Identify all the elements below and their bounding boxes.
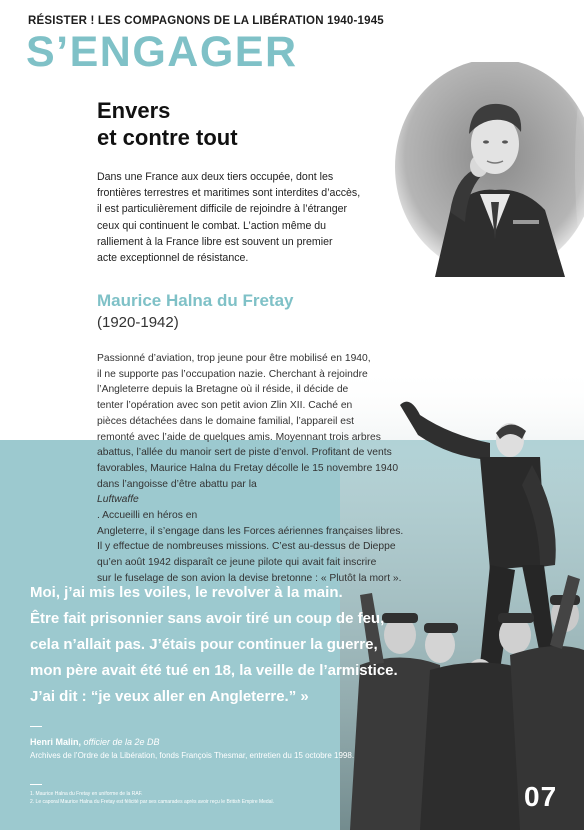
bio-line: l’Angleterre depuis la Bretagne où il réside, il décide de: [97, 384, 349, 396]
quote-line: J’ai dit : “je veux aller en Angleterre.” »: [30, 688, 309, 705]
bio-italic-term: Luftwaffe: [97, 494, 139, 506]
bio-line: remonté avec l’aide de quelques amis. Moyennant trois arbres: [97, 431, 381, 443]
footnote-divider: [30, 784, 42, 785]
author-role: officier de la 2e DB: [83, 737, 160, 747]
footnote: 2. Le caporal Maurice Halna du Fretay est félicité par ses camarades après avoir reçu le British Empire Medal.: [30, 799, 274, 805]
intro-line: ralliement à la France libre est souvent un premier: [97, 235, 333, 248]
intro-line: acte exceptionnel de résistance.: [97, 252, 249, 265]
bio-text: . Accueilli en héros en: [97, 510, 198, 522]
series-supertitle: RÉSISTER ! LES COMPAGNONS DE LA LIBÉRATION 1940-1945: [28, 15, 384, 27]
heading-line: Envers: [97, 98, 171, 123]
bio-line: Passionné d’aviation, trop jeune pour être mobilisé en 1940,: [97, 353, 371, 364]
bio-line: abattus, l’allée du manoir sert de piste d’envol. Profitant de vents: [97, 447, 392, 459]
intro-paragraph: [97, 169, 397, 266]
intro-line: il est particulièrement difficile de rejoindre à l’étranger: [97, 203, 348, 216]
bio-line: sur le fuselage de son avion la devise bretonne : « Plutôt la mort ».: [97, 572, 402, 584]
quote-line: cela n’allait pas. J’étais pour continuer la guerre,: [30, 636, 378, 653]
bio-line: tenter l’opération avec son petit avion Zlin XII. Caché en: [97, 400, 353, 412]
page-title: S’ENGAGER: [26, 28, 298, 76]
quote-divider: [30, 726, 42, 727]
biography-paragraph: [97, 351, 427, 587]
person-dates: (1920-1942): [97, 314, 179, 331]
bio-line: Il y effectue de nombreuses missions. C’est au-dessus de Dieppe: [97, 541, 396, 553]
person-name: Maurice Halna du Fretay: [97, 291, 294, 310]
section-heading: [97, 97, 238, 151]
bio-line: favorables, Maurice Halna du Fretay décolle le 15 novembre 1940: [97, 462, 399, 474]
quote-line: mon père avait été tué en 18, la veille de l’armistice.: [30, 662, 398, 679]
bio-text: dans l’angoisse d’être abattu par la: [97, 478, 257, 490]
bio-line: Angleterre, il s’engage dans les Forces aériennes françaises libres.: [97, 525, 404, 537]
quote-source: Archives de l’Ordre de la Libération, fonds François Thesmar, entretien du 15 octobre 1998.: [30, 751, 355, 760]
author-name: Henri Malin,: [30, 737, 84, 747]
quote-line: Moi, j’ai mis les voiles, le revolver à la main.: [30, 584, 343, 601]
portrait-photo: [395, 62, 584, 277]
intro-line: ceux qui continuent le combat. L’action même du: [97, 219, 327, 232]
page-number: 07: [524, 781, 558, 812]
quote-author: [30, 737, 160, 747]
bio-line: [97, 477, 427, 524]
bio-line: pièces détachées dans le domaine familial, l’appareil est: [97, 415, 354, 427]
intro-line: Dans une France aux deux tiers occupée, dont les: [97, 171, 334, 183]
testimony-quote: [30, 580, 440, 710]
intro-line: frontières terrestres et maritimes sont interdites d’accès,: [97, 187, 361, 200]
quote-line: Être fait prisonnier sans avoir tiré un coup de feu,: [30, 610, 385, 627]
bio-line: qu’en août 1942 disparaît ce jeune pilote qui avait fait inscrire: [97, 557, 377, 569]
bio-line: il ne supporte pas l’occupation nazie. Cherchant à rejoindre: [97, 368, 368, 380]
footnote: 1. Maurice Halna du Fretay en uniforme de la RAF.: [30, 791, 143, 797]
heading-line: et contre tout: [97, 125, 238, 150]
